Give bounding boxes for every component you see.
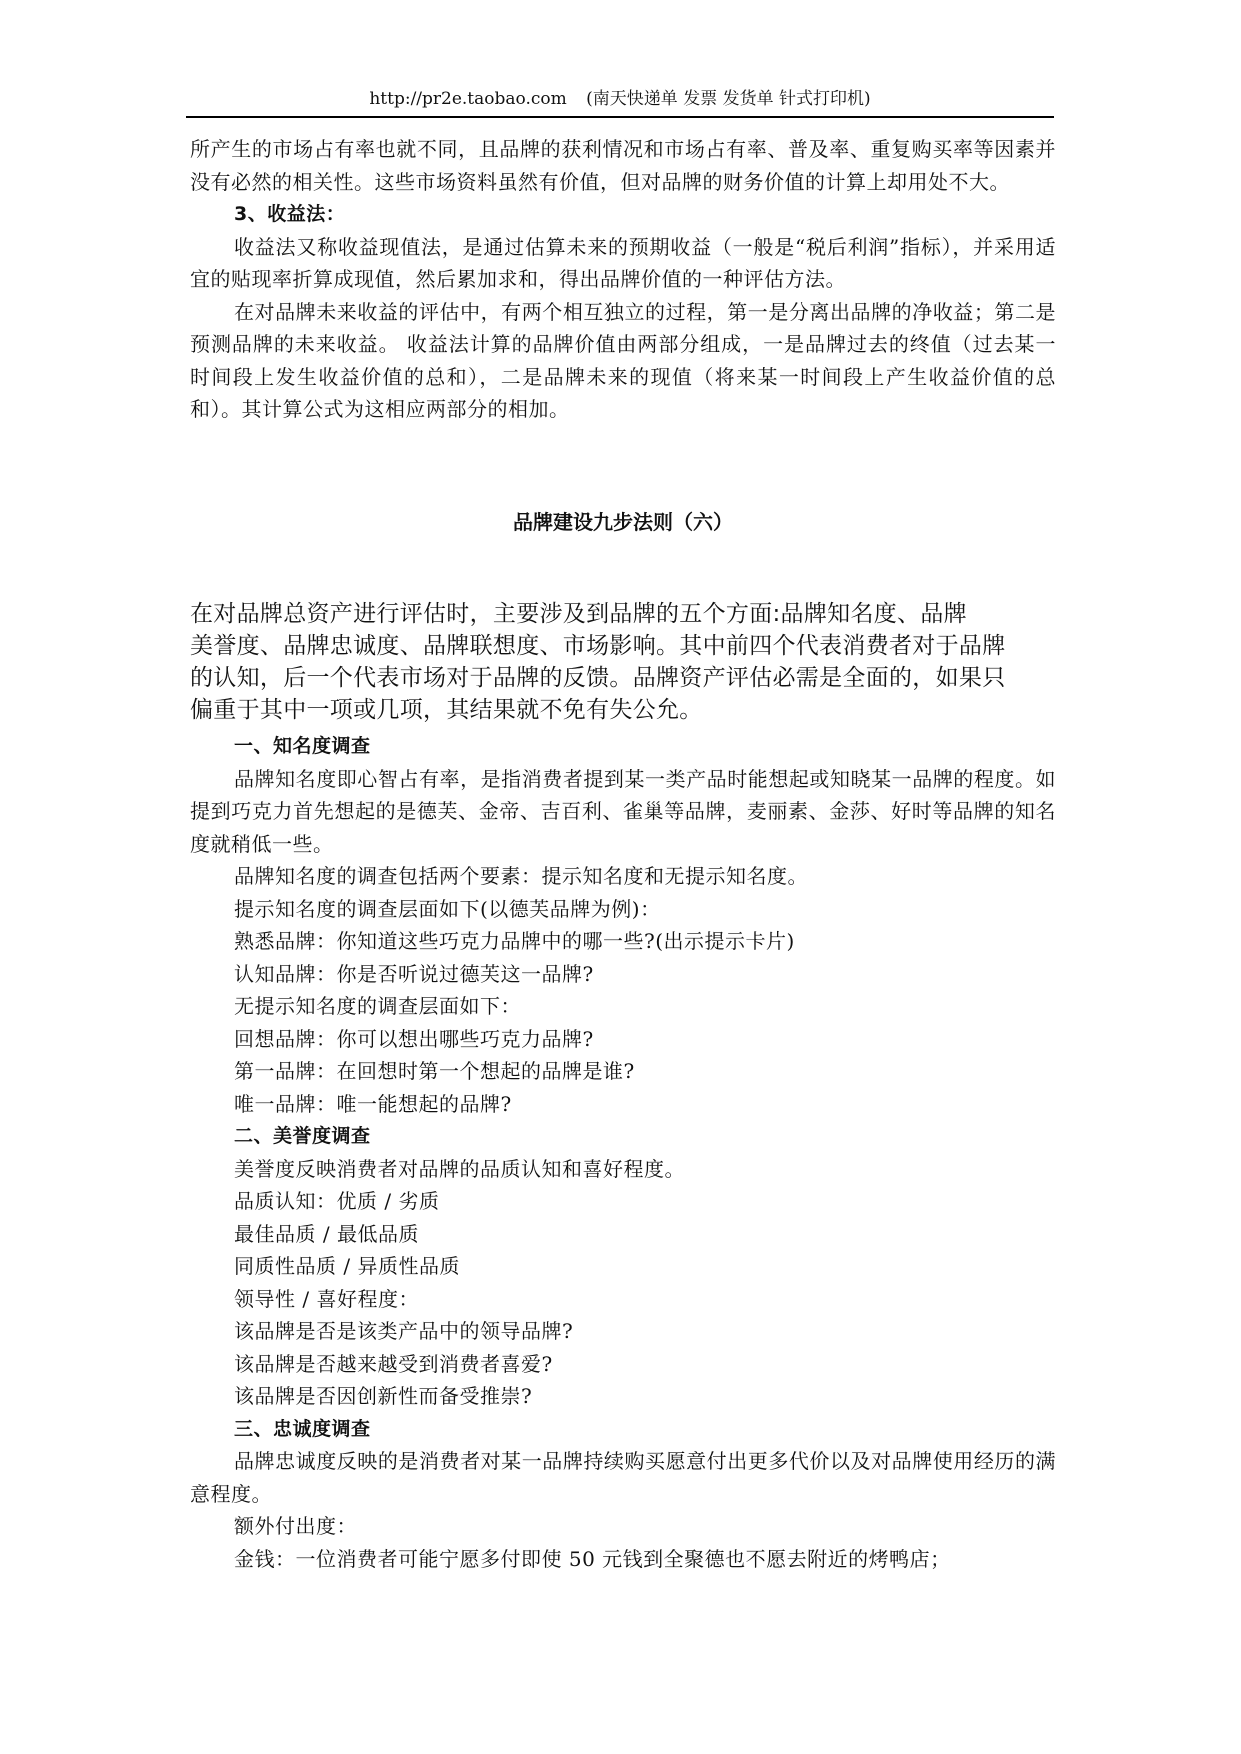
- page-header: [186, 88, 1054, 118]
- awareness-line: 第一品牌：在回想时第一个想起的品牌是谁?: [234, 1059, 635, 1083]
- awareness-line: 回想品牌：你可以想出哪些巧克力品牌?: [234, 1026, 594, 1051]
- intro-line: 美誉度、品牌忠诚度、品牌联想度、市场影响。其中前四个代表消费者对于品牌: [190, 633, 1006, 659]
- continued-paragraph: 所产生的市场占有率也就不同，且品牌的获利情况和市场占有率、普及率、重复购买率等因素并没有必然的相关性。这些市场资料虽然有价值，但对品牌的财务价值的计算上却用处不大。: [190, 137, 1056, 194]
- awareness-line: 提示知名度的调查层面如下(以德芙品牌为例)：: [234, 896, 661, 921]
- awareness-line: 唯一品牌：唯一能想起的品牌?: [234, 1091, 512, 1116]
- awareness-paragraph: 品牌知名度即心智占有率，是指消费者提到某一类产品时能想起或知晓某一品牌的程度。如提到巧克力首先想起的是德芙、金帝、吉百利、雀巢等品牌，麦丽素、金莎、好时等品牌的知名度就稍低一些。: [190, 766, 1056, 856]
- section-heading-income-method: 3、收益法：: [234, 203, 346, 225]
- reputation-line: 美誉度反映消费者对品牌的品质认知和喜好程度。: [234, 1156, 685, 1181]
- loyalty-line: 金钱：一位消费者可能宁愿多付即使 50 元钱到全聚德也不愿去附近的烤鸭店；: [234, 1546, 951, 1571]
- survey-sections: [190, 730, 1056, 1575]
- reputation-line: 最佳品质 / 最低品质: [234, 1221, 419, 1246]
- reputation-line: 品质认知：优质 / 劣质: [234, 1189, 440, 1213]
- reputation-line: 领导性 / 喜好程度：: [234, 1286, 419, 1311]
- reputation-line: 该品牌是否越来越受到消费者喜爱?: [234, 1351, 553, 1376]
- section-heading-awareness: 一、知名度调查: [234, 735, 371, 757]
- reputation-line: 该品牌是否因创新性而备受推崇?: [234, 1384, 533, 1408]
- awareness-line: 认知品牌：你是否听说过德芙这一品牌?: [234, 961, 594, 986]
- reputation-line: 同质性品质 / 异质性品质: [234, 1254, 460, 1278]
- section-heading-loyalty: 三、忠诚度调查: [234, 1417, 371, 1440]
- awareness-line: 熟悉品牌：你知道这些巧克力品牌中的哪一些?(出示提示卡片): [234, 929, 795, 953]
- loyalty-line: 额外付出度：: [234, 1514, 357, 1538]
- reputation-line: 该品牌是否是该类产品中的领导品牌?: [234, 1319, 574, 1343]
- intro-line: 的认知，后一个代表市场对于品牌的反馈。品牌资产评估必需是全面的，如果只: [190, 665, 1006, 691]
- loyalty-paragraph: 品牌忠诚度反映的是消费者对某一品牌持续购买愿意付出更多代价以及对品牌使用经历的满意程度。: [190, 1449, 1056, 1506]
- intro-line: 在对品牌总资产进行评估时，主要涉及到品牌的五个方面:品牌知名度、品牌: [190, 601, 967, 627]
- intro-paragraph: [190, 598, 1050, 726]
- header-url: http://pr2e.taobao.com: [369, 89, 567, 109]
- income-method-paragraph-1: 收益法又称收益现值法，是通过估算未来的预期收益（一般是“税后利润”指标），并采用适宜的贴现率折算成现值，然后累加求和，得出品牌价值的一种评估方法。: [190, 234, 1056, 291]
- section-heading-reputation: 二、美誉度调查: [234, 1125, 371, 1147]
- top-section: [190, 133, 1056, 426]
- intro-line: 偏重于其中一项或几项，其结果就不免有失公允。: [190, 697, 703, 723]
- awareness-line: 无提示知名度的调查层面如下：: [234, 994, 521, 1018]
- awareness-line: 品牌知名度的调查包括两个要素：提示知名度和无提示知名度。: [234, 864, 808, 888]
- header-note: (南天快递单 发票 发货单 针式打印机): [586, 89, 871, 109]
- income-method-paragraph-2: 在对品牌未来收益的评估中，有两个相互独立的过程，第一是分离出品牌的净收益；第二是预测品牌的未来收益。 收益法计算的品牌价值由两部分组成，一是品牌过去的终值（过去某一时间段上发生收益价值的总和），二是品牌未来的现值（将来某一时间段上产生收益价值的总和）。其计算公式为这相应两部分的相加。: [190, 299, 1056, 421]
- chapter-title: 品牌建设九步法则（六）: [513, 510, 733, 534]
